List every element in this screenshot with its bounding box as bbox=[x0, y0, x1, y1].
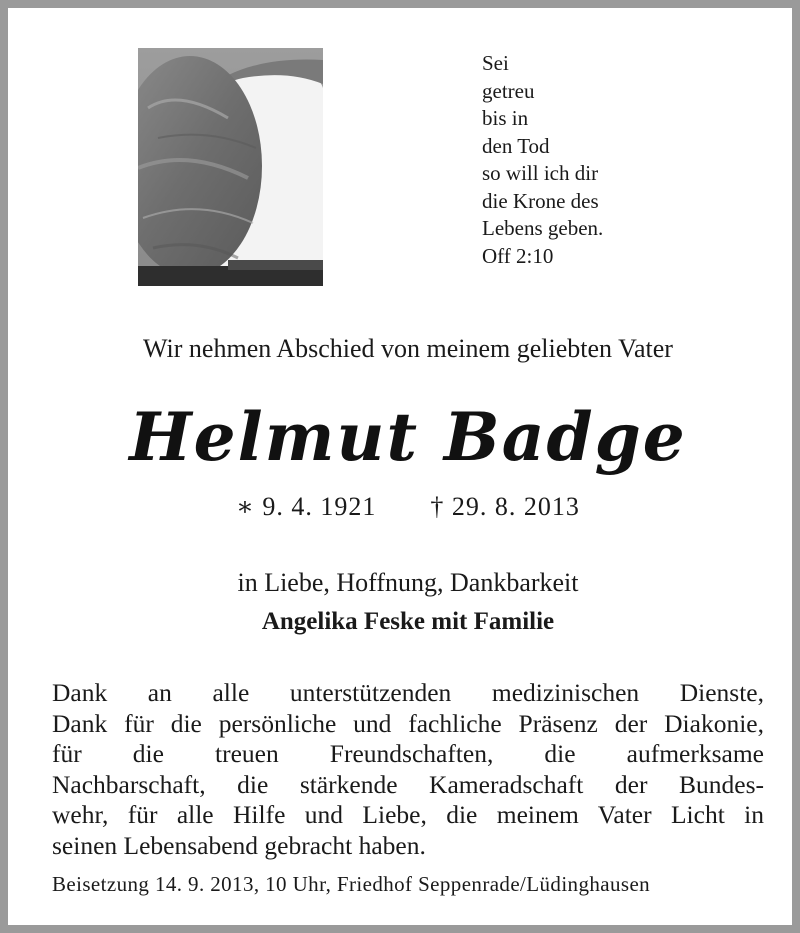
love-line: in Liebe, Hoffnung, Dankbarkeit bbox=[237, 568, 579, 597]
burial-info: Beisetzung 14. 9. 2013, 10 Uhr, Friedhof Seppenrade/Lüdinghausen bbox=[52, 872, 651, 896]
abstract-painting-icon bbox=[138, 48, 323, 286]
verse-line: getreu bbox=[482, 78, 535, 103]
farewell-intro: Wir nehmen Abschied von meinem geliebten Vater bbox=[143, 334, 673, 363]
thanks-paragraph bbox=[52, 678, 764, 861]
verse-line: Sei bbox=[482, 51, 509, 75]
birth-date: ∗ 9. 4. 1921 bbox=[236, 492, 377, 521]
verse-line: Lebens geben. bbox=[482, 216, 604, 240]
verse-line: die Krone des bbox=[482, 188, 599, 213]
thanks-line: Nachbarschaft, die stärkende Kameradschaft der Bundes- bbox=[52, 769, 764, 799]
verse-line: so will ich dir bbox=[482, 161, 599, 185]
thanks-line: Dank für die persönliche und fachliche Präsenz der Diakonie, bbox=[52, 708, 764, 738]
bible-verse bbox=[482, 50, 603, 270]
death-date: † 29. 8. 2013 bbox=[430, 492, 580, 521]
thanks-line: wehr, für alle Hilfe und Liebe, die meinem Vater Licht in bbox=[52, 800, 764, 829]
verse-line: den Tod bbox=[482, 133, 550, 158]
family-signature: Angelika Feske mit Familie bbox=[261, 608, 555, 635]
verse-reference: Off 2:10 bbox=[482, 243, 554, 268]
deceased-name: Helmut Badge bbox=[129, 398, 687, 476]
life-dates bbox=[8, 492, 800, 522]
thanks-line: seinen Lebensabend gebracht haben. bbox=[52, 830, 426, 860]
thanks-line: für die treuen Freundschaften, die aufmerksame bbox=[52, 739, 764, 768]
verse-line: bis in bbox=[482, 106, 529, 130]
thanks-line: Dank an alle unterstützenden medizinischen Dienste, bbox=[52, 678, 764, 707]
